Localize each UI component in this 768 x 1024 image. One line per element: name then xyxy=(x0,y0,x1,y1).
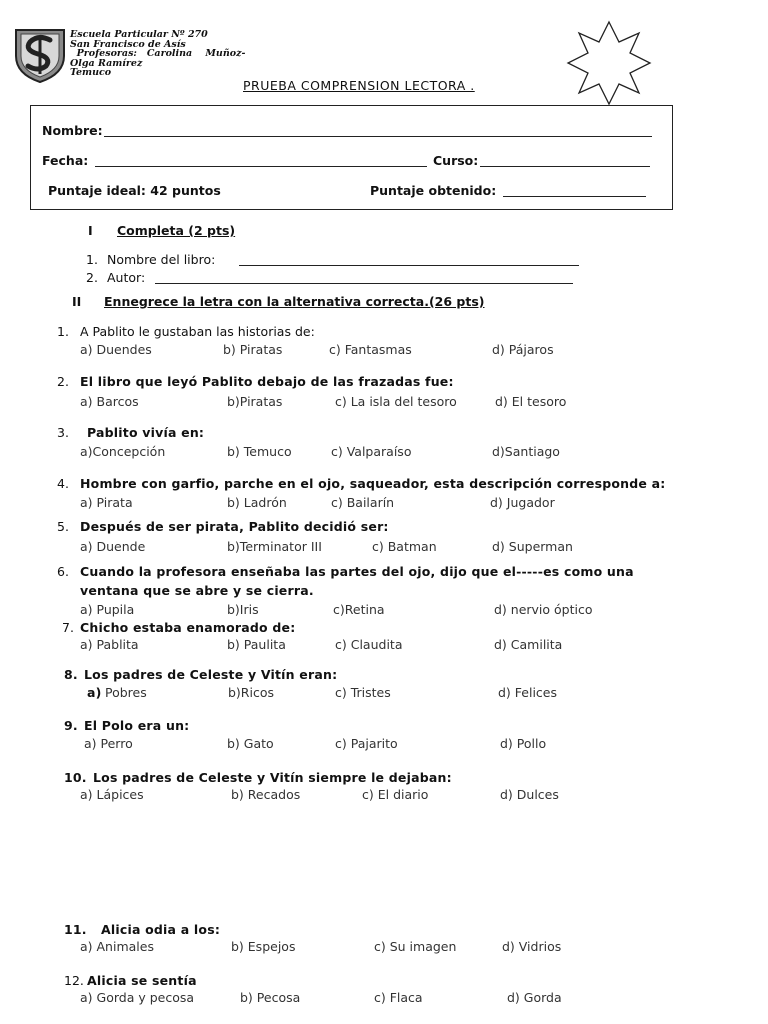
option-d[interactable]: d) Gorda xyxy=(507,990,562,1005)
option-c[interactable]: c) Tristes xyxy=(335,685,391,700)
option-b[interactable]: b) Ladrón xyxy=(227,495,287,510)
curso-field[interactable] xyxy=(480,166,650,167)
book-name-field[interactable] xyxy=(239,265,579,266)
option-d[interactable]: d) Camilita xyxy=(494,637,563,652)
option-b[interactable]: b) Pecosa xyxy=(240,990,301,1005)
option-a[interactable]: a) Lápices xyxy=(80,787,144,802)
section2-numeral: II xyxy=(72,294,82,309)
question-number: 6. xyxy=(57,564,69,579)
option-c[interactable]: c) Fantasmas xyxy=(329,342,412,357)
option-b[interactable]: b) Gato xyxy=(227,736,274,751)
question-number: 1. xyxy=(57,324,69,339)
question-number: 5. xyxy=(57,519,69,534)
option-a[interactable]: a) Pirata xyxy=(80,495,133,510)
question-number: 2. xyxy=(57,374,69,389)
question-text: Hombre con garfio, parche en el ojo, saqueador, esta descripción corresponde a: xyxy=(80,476,666,491)
item2-number: 2. xyxy=(86,270,98,285)
question-text-line2: ventana que se abre y se cierra. xyxy=(80,583,314,598)
option-b[interactable]: b) Paulita xyxy=(227,637,286,652)
question-number: 11. xyxy=(64,922,87,937)
nombre-field[interactable] xyxy=(104,136,652,137)
option-b[interactable]: b)Iris xyxy=(227,602,259,617)
option-b[interactable]: b) Recados xyxy=(231,787,301,802)
item1-number: 1. xyxy=(86,252,98,267)
option-c[interactable]: c) Claudita xyxy=(335,637,403,652)
school-info xyxy=(70,30,245,78)
school-city: Temuco xyxy=(70,67,112,79)
option-a[interactable]: a) Pupila xyxy=(80,602,135,617)
question-number: 10. xyxy=(64,770,87,785)
nombre-label: Nombre: xyxy=(42,123,103,138)
fecha-field[interactable] xyxy=(95,166,427,167)
question-text: Alicia odia a los: xyxy=(101,922,221,937)
option-b[interactable]: b)Ricos xyxy=(228,685,275,700)
option-d[interactable]: d) Dulces xyxy=(500,787,559,802)
question-text: Después de ser pirata, Pablito decidió ser: xyxy=(80,519,389,534)
question-text: Cuando la profesora enseñaba las partes del ojo, dijo que el-----es como una xyxy=(80,564,634,579)
option-a[interactable]: a) Duendes xyxy=(80,342,152,357)
question-text: El Polo era un: xyxy=(84,718,190,733)
option-a[interactable]: a) Barcos xyxy=(80,394,139,409)
question-text: Los padres de Celeste y Vitín siempre le dejaban: xyxy=(93,770,452,785)
option-a[interactable]: a) Animales xyxy=(80,939,154,954)
question-number: 4. xyxy=(57,476,69,491)
option-d[interactable]: d) Jugador xyxy=(490,495,555,510)
school-name: Escuela Particular Nº 270 xyxy=(70,29,208,40)
item1-label: Nombre del libro: xyxy=(107,252,216,267)
section1-title: Completa (2 pts) xyxy=(117,223,236,238)
option-a[interactable]: a) Gorda y pecosa xyxy=(80,990,195,1005)
option-a-text[interactable]: Pobres xyxy=(105,685,147,700)
question-text: Los padres de Celeste y Vitín eran: xyxy=(84,667,338,682)
author-field[interactable] xyxy=(155,283,573,284)
school-teacher2: Olga Ramírez xyxy=(70,57,143,69)
option-a[interactable]: a) Perro xyxy=(84,736,133,751)
option-c[interactable]: c) Su imagen xyxy=(374,939,457,954)
school-teachers: Profesoras: Carolina Muñoz- xyxy=(70,48,246,60)
page-title: PRUEBA COMPRENSION LECTORA . xyxy=(243,78,475,93)
question-text: A Pablito le gustaban las historias de: xyxy=(80,324,315,339)
option-c[interactable]: c)Retina xyxy=(333,602,385,617)
section1-numeral: I xyxy=(88,223,93,238)
option-d[interactable]: d)Santiago xyxy=(492,444,560,459)
option-c[interactable]: c) Batman xyxy=(372,539,437,554)
option-c[interactable]: c) Flaca xyxy=(374,990,423,1005)
option-c[interactable]: c) La isla del tesoro xyxy=(335,394,457,409)
question-text: Alicia se sentía xyxy=(87,973,197,988)
option-c[interactable]: c) Pajarito xyxy=(335,736,398,751)
question-text: Chicho estaba enamorado de: xyxy=(80,620,296,635)
option-b[interactable]: b) Temuco xyxy=(227,444,292,459)
puntaje-obtenido-label: Puntaje obtenido: xyxy=(370,183,497,198)
option-d[interactable]: d) Pájaros xyxy=(492,342,554,357)
option-c[interactable]: c) El diario xyxy=(362,787,429,802)
question-number: 8. xyxy=(64,667,78,682)
question-number: 9. xyxy=(64,718,78,733)
puntaje-ideal: Puntaje ideal: 42 puntos xyxy=(48,183,221,198)
section2-title: Ennegrece la letra con la alternativa correcta.(26 pts) xyxy=(104,294,485,309)
question-number: 12. xyxy=(64,973,84,988)
item2-label: Autor: xyxy=(107,270,146,285)
option-a[interactable]: a) Duende xyxy=(80,539,146,554)
option-d[interactable]: d) Vidrios xyxy=(502,939,562,954)
question-text: Pablito vivía en: xyxy=(87,425,205,440)
school-logo xyxy=(8,22,72,86)
option-b[interactable]: b)Terminator III xyxy=(227,539,322,554)
option-b[interactable]: b) Piratas xyxy=(223,342,283,357)
puntaje-obtenido-field[interactable] xyxy=(503,196,646,197)
option-a-letter[interactable]: a) xyxy=(87,685,102,700)
option-d[interactable]: d) nervio óptico xyxy=(494,602,593,617)
option-d[interactable]: d) El tesoro xyxy=(495,394,567,409)
question-number: 7. xyxy=(62,620,74,635)
star-decoration-icon xyxy=(566,20,652,106)
curso-label: Curso: xyxy=(433,153,479,168)
question-text: El libro que leyó Pablito debajo de las frazadas fue: xyxy=(80,374,454,389)
option-d[interactable]: d) Superman xyxy=(492,539,573,554)
question-number: 3. xyxy=(57,425,69,440)
option-b[interactable]: b) Espejos xyxy=(231,939,296,954)
option-b[interactable]: b)Piratas xyxy=(227,394,283,409)
school-saint: San Francisco de Asís xyxy=(70,38,186,50)
option-d[interactable]: d) Pollo xyxy=(500,736,547,751)
option-c[interactable]: c) Bailarín xyxy=(331,495,395,510)
option-a[interactable]: a)Concepción xyxy=(80,444,166,459)
option-d[interactable]: d) Felices xyxy=(498,685,558,700)
fecha-label: Fecha: xyxy=(42,153,89,168)
option-a[interactable]: a) Pablita xyxy=(80,637,139,652)
option-c[interactable]: c) Valparaíso xyxy=(331,444,412,459)
